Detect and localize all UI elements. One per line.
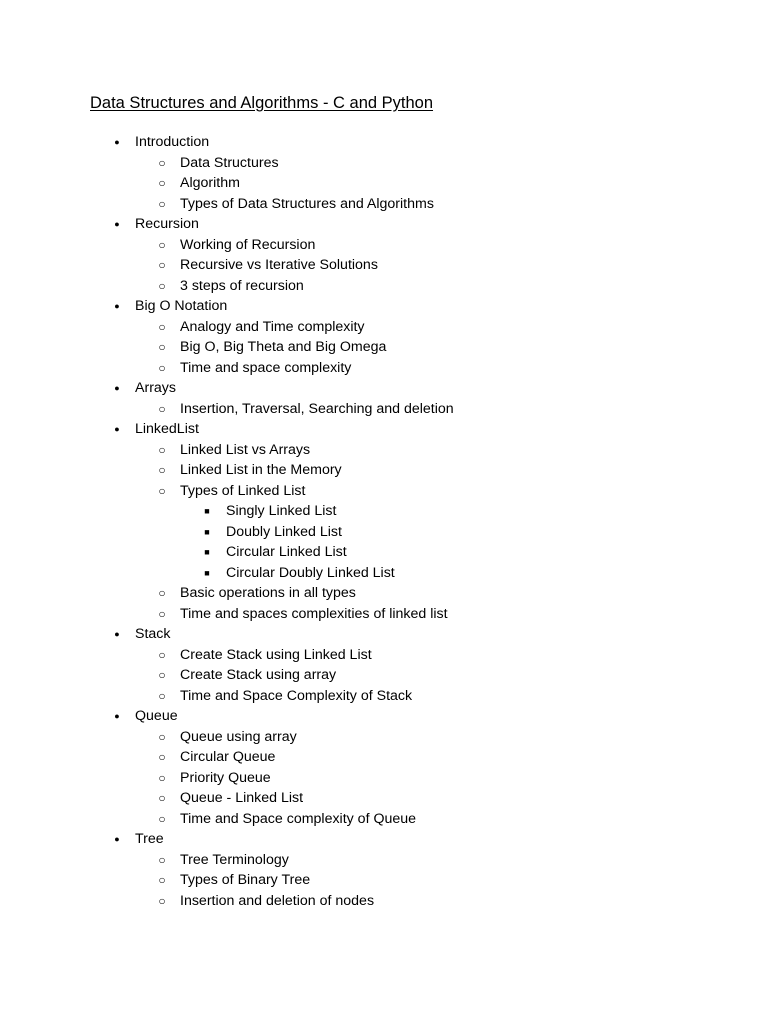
hollow-bullet-icon: ○ (158, 811, 166, 826)
outline-item-text: Circular Linked List (226, 544, 347, 560)
hollow-bullet-icon: ○ (158, 360, 166, 375)
outline-item-level-1 (0, 132, 768, 153)
hollow-bullet-icon: ○ (158, 176, 166, 190)
outline-item-level-2 (0, 788, 768, 809)
hollow-bullet-icon: ○ (158, 340, 166, 354)
outline-item-level-2 (0, 747, 768, 768)
square-bullet-icon: ■ (204, 547, 210, 557)
outline-item-text: 3 steps of recursion (180, 277, 304, 294)
outline-item-text: Queue - Linked List (180, 790, 304, 806)
outline-item-text: Circular Queue (180, 749, 276, 765)
outline-item-level-2 (0, 891, 768, 912)
outline-item-text: Queue (135, 708, 178, 724)
outline-item-text: Types of Data Structures and Algorithms (180, 195, 434, 212)
outline-item-level-1 (0, 296, 768, 317)
outline-item-level-2 (0, 686, 768, 707)
outline-item-level-2 (0, 153, 768, 174)
filled-bullet-icon: ● (114, 137, 120, 147)
outline-item-text: Create Stack using Linked List (180, 646, 372, 663)
outline-item-level-2 (0, 583, 768, 604)
document-title: Data Structures and Algorithms - C and Python (90, 94, 434, 112)
outline-item-level-2 (0, 317, 768, 338)
outline-item-text: Arrays (135, 380, 176, 396)
filled-bullet-icon: ● (114, 711, 120, 721)
outline-item-text: Analogy and Time complexity (180, 318, 365, 335)
outline-item-text: Circular Doubly Linked List (226, 564, 395, 581)
filled-bullet-icon: ● (114, 301, 120, 311)
hollow-bullet-icon: ○ (158, 319, 166, 334)
hollow-bullet-icon: ○ (158, 258, 166, 272)
outline-item-level-2 (0, 727, 768, 748)
outline-item-text: Create Stack using array (180, 667, 337, 683)
outline-item-level-1 (0, 214, 768, 235)
outline-item-text: Algorithm (180, 175, 240, 191)
outline-item-level-2 (0, 850, 768, 871)
square-bullet-icon: ■ (204, 526, 210, 537)
outline-item-text: Types of Linked List (180, 482, 306, 499)
outline-item-text: LinkedList (135, 421, 199, 437)
outline-item-text: Time and spaces complexities of linked list (180, 605, 448, 622)
outline-item-level-2 (0, 235, 768, 256)
outline-item-text: Time and space complexity (180, 359, 352, 376)
outline-item-level-2 (0, 440, 768, 461)
hollow-bullet-icon: ○ (158, 873, 166, 887)
outline-item-level-2 (0, 173, 768, 194)
outline-item-text: Stack (135, 626, 171, 642)
outline-item-level-3 (0, 563, 768, 584)
outline-item-level-2 (0, 358, 768, 379)
hollow-bullet-icon: ○ (158, 606, 166, 621)
outline-item-level-2 (0, 255, 768, 276)
outline-item-text: Time and Space complexity of Queue (180, 810, 417, 827)
outline-item-level-2 (0, 809, 768, 830)
hollow-bullet-icon: ○ (158, 893, 166, 908)
outline-item-text: Time and Space Complexity of Stack (180, 687, 413, 704)
square-bullet-icon: ■ (204, 506, 210, 516)
hollow-bullet-icon: ○ (158, 463, 166, 477)
filled-bullet-icon: ● (114, 424, 120, 434)
filled-bullet-icon: ● (114, 834, 120, 844)
hollow-bullet-icon: ○ (158, 852, 166, 867)
hollow-bullet-icon: ○ (158, 196, 166, 211)
outline-item-text: Insertion, Traversal, Searching and deletion (180, 400, 454, 417)
square-bullet-icon: ■ (204, 567, 210, 578)
outline-item-level-3 (0, 522, 768, 543)
outline-item-level-3 (0, 542, 768, 563)
outline-item-level-1 (0, 378, 768, 399)
outline-item-text: Recursive vs Iterative Solutions (180, 257, 378, 273)
outline-item-level-2 (0, 460, 768, 481)
outline-item-level-2 (0, 194, 768, 215)
hollow-bullet-icon: ○ (158, 750, 166, 764)
hollow-bullet-icon: ○ (158, 401, 166, 416)
hollow-bullet-icon: ○ (158, 791, 166, 805)
hollow-bullet-icon: ○ (158, 586, 166, 600)
outline-item-level-2 (0, 604, 768, 625)
outline-item-level-2 (0, 645, 768, 666)
outline-item-text: Basic operations in all types (180, 585, 356, 601)
outline-item-level-2 (0, 665, 768, 686)
outline-item-text: Tree (135, 831, 164, 847)
outline-item-level-2 (0, 481, 768, 502)
hollow-bullet-icon: ○ (158, 770, 166, 785)
hollow-bullet-icon: ○ (158, 729, 166, 744)
outline-item-level-2 (0, 337, 768, 358)
outline-item-level-2 (0, 870, 768, 891)
outline-item-text: Types of Binary Tree (180, 872, 311, 888)
outline-item-level-1 (0, 706, 768, 727)
hollow-bullet-icon: ○ (158, 278, 166, 293)
outline-item-text: Priority Queue (180, 769, 271, 786)
outline-item-text: Recursion (135, 216, 199, 232)
outline-item-level-2 (0, 399, 768, 420)
outline-item-level-2 (0, 768, 768, 789)
hollow-bullet-icon: ○ (158, 688, 166, 703)
outline-item-level-1 (0, 829, 768, 850)
filled-bullet-icon: ● (114, 219, 120, 229)
outline-item-text: Big O Notation (135, 298, 228, 314)
hollow-bullet-icon: ○ (158, 483, 166, 498)
outline-item-text: Doubly Linked List (226, 523, 342, 540)
outline-item-text: Queue using array (180, 728, 297, 745)
outline-item-text: Data Structures (180, 154, 279, 171)
outline-item-level-1 (0, 419, 768, 440)
outline-item-level-1 (0, 624, 768, 645)
outline-item-text: Linked List vs Arrays (180, 441, 311, 458)
outline-item-level-2 (0, 276, 768, 297)
hollow-bullet-icon: ○ (158, 237, 166, 252)
hollow-bullet-icon: ○ (158, 442, 166, 457)
outline-item-text: Working of Recursion (180, 236, 316, 253)
filled-bullet-icon: ● (114, 629, 120, 639)
outline-item-text: Singly Linked List (226, 503, 337, 519)
hollow-bullet-icon: ○ (158, 647, 166, 662)
outline-item-level-3 (0, 501, 768, 522)
outline-list (0, 132, 768, 911)
hollow-bullet-icon: ○ (158, 155, 166, 170)
outline-item-text: Linked List in the Memory (180, 462, 342, 478)
hollow-bullet-icon: ○ (158, 668, 166, 682)
outline-item-text: Tree Terminology (180, 851, 289, 868)
outline-item-text: Big O, Big Theta and Big Omega (180, 339, 387, 355)
outline-item-text: Insertion and deletion of nodes (180, 892, 375, 909)
filled-bullet-icon: ● (114, 383, 120, 393)
outline-item-text: Introduction (135, 134, 210, 150)
